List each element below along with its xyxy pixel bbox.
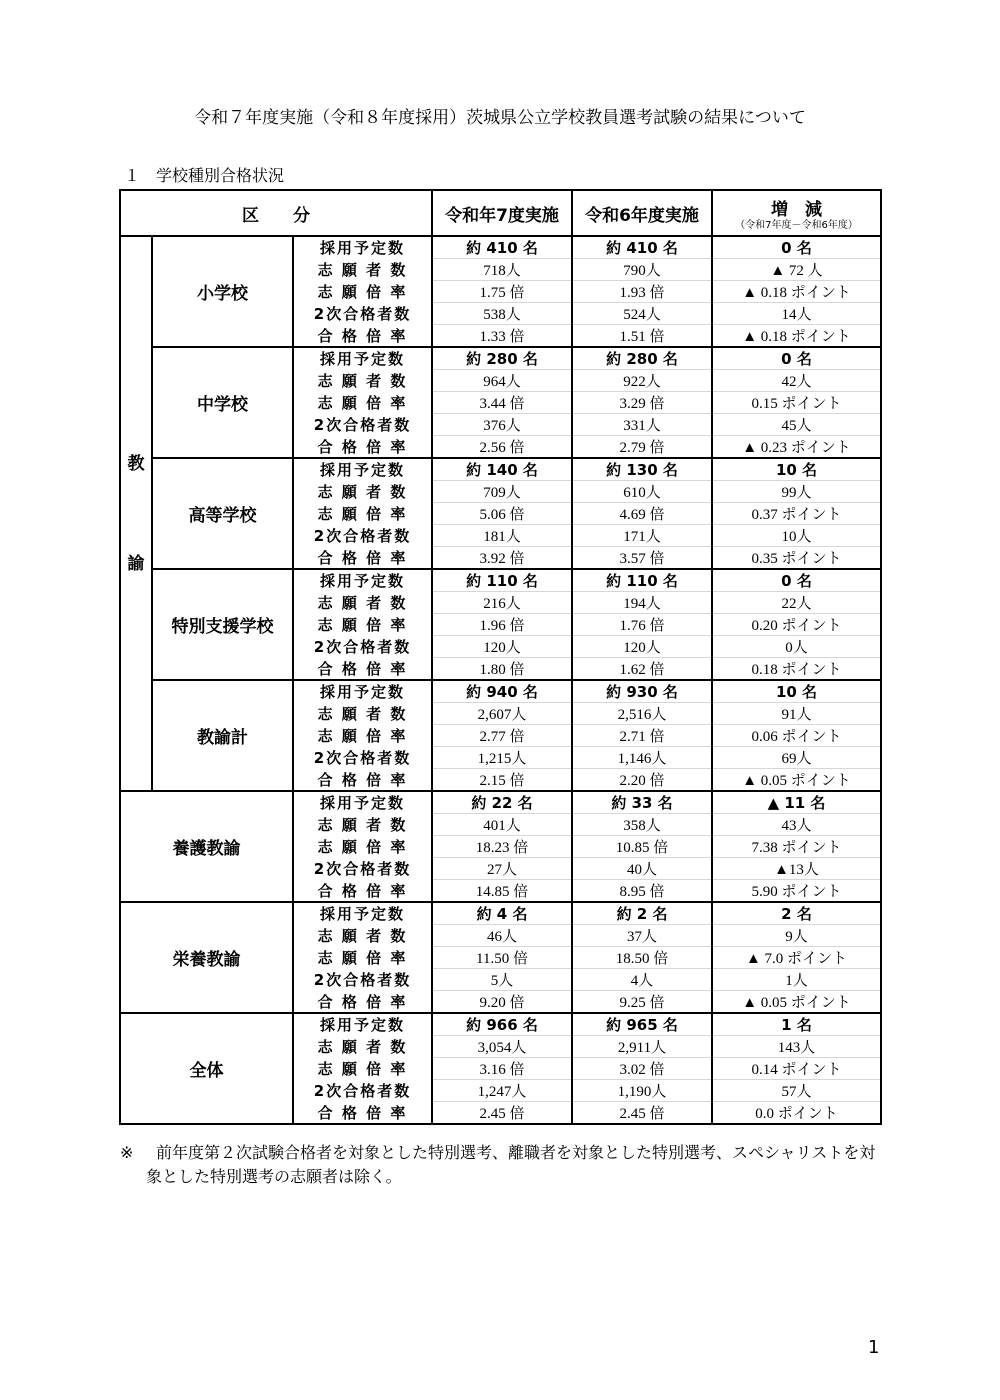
row-item-label: 2次合格者数 [293,747,432,769]
row-item-label: 採用予定数 [293,347,432,370]
value-r7: 3.44 倍 [432,392,572,414]
row-item-label: 2次合格者数 [293,303,432,325]
value-r6: 約 110 名 [572,569,712,592]
row-item-label: 合 格 倍 率 [293,658,432,681]
value-r7: 約 280 名 [432,347,572,370]
value-diff: 99人 [712,481,881,503]
value-r6: 約 410 名 [572,236,712,259]
value-r6: 8.95 倍 [572,880,712,903]
header-r7: 令和年7度実施 [432,190,572,236]
value-diff: 0 名 [712,569,881,592]
note-mark: ※ [120,1143,134,1162]
value-diff: 91人 [712,703,881,725]
value-r6: 790人 [572,259,712,281]
value-diff: 0.0 ポイント [712,1102,881,1125]
value-diff: 10 名 [712,680,881,703]
value-diff: ▲13人 [712,858,881,880]
value-r7: 約 410 名 [432,236,572,259]
value-diff: 43人 [712,814,881,836]
section-heading: １ 学校種別合格状況 [124,166,285,185]
value-r6: 1.51 倍 [572,325,712,348]
value-r6: 524人 [572,303,712,325]
value-diff: 9人 [712,925,881,947]
value-r7: 3,054人 [432,1036,572,1058]
value-diff: 0.15 ポイント [712,392,881,414]
value-diff: 0 名 [712,236,881,259]
value-diff: ▲ 0.05 ポイント [712,991,881,1014]
header-diff-sub: （令和7年度－令和6年度） [735,220,858,231]
value-r6: 120人 [572,636,712,658]
value-r6: 1.93 倍 [572,281,712,303]
value-r6: 2.20 倍 [572,769,712,792]
row-item-label: 2次合格者数 [293,525,432,547]
value-r6: 922人 [572,370,712,392]
value-r7: 964人 [432,370,572,392]
value-diff: ▲ 11 名 [712,791,881,814]
value-r6: 1.62 倍 [572,658,712,681]
value-r7: 約 966 名 [432,1013,572,1036]
row-item-label: 合 格 倍 率 [293,769,432,792]
footnote [120,1141,890,1189]
row-item-label: 採用予定数 [293,236,432,259]
value-r7: 2.15 倍 [432,769,572,792]
row-item-label: 志 願 者 数 [293,925,432,947]
value-diff: 22人 [712,592,881,614]
header-row [120,190,881,236]
value-r7: 約 4 名 [432,902,572,925]
row-item-label: 志 願 者 数 [293,481,432,503]
row-item-label: 志 願 者 数 [293,259,432,281]
group-label: 中学校 [152,347,293,458]
group-label: 教諭計 [152,680,293,791]
value-r7: 約 940 名 [432,680,572,703]
value-r7: 9.20 倍 [432,991,572,1014]
value-diff: 0.37 ポイント [712,503,881,525]
value-r6: 2.45 倍 [572,1102,712,1125]
value-r6: 194人 [572,592,712,614]
row-item-label: 志 願 倍 率 [293,836,432,858]
value-r7: 1,215人 [432,747,572,769]
value-diff: 14人 [712,303,881,325]
value-r7: 2.45 倍 [432,1102,572,1125]
note-text: 前年度第２次試験合格者を対象とした特別選考、離職者を対象とした特別選考、スペシャリストを対象とした特別選考の志願者は除く。 [146,1143,876,1186]
value-diff: 0 名 [712,347,881,370]
value-r7: 718人 [432,259,572,281]
value-r6: 9.25 倍 [572,991,712,1014]
row-item-label: 志 願 倍 率 [293,281,432,303]
value-r6: 10.85 倍 [572,836,712,858]
row-item-label: 2次合格者数 [293,1080,432,1102]
header-r6: 令和6年度実施 [572,190,712,236]
value-r6: 18.50 倍 [572,947,712,969]
value-r7: 401人 [432,814,572,836]
value-diff: 7.38 ポイント [712,836,881,858]
value-diff: ▲ 72 人 [712,259,881,281]
value-r7: 376人 [432,414,572,436]
value-r6: 40人 [572,858,712,880]
value-diff: ▲ 7.0 ポイント [712,947,881,969]
value-diff: 0.18 ポイント [712,658,881,681]
value-r6: 2.71 倍 [572,725,712,747]
page-number: 1 [868,1337,880,1358]
value-r7: 約 140 名 [432,458,572,481]
value-r7: 46人 [432,925,572,947]
row-item-label: 志 願 倍 率 [293,392,432,414]
header-category: 区 分 [120,190,432,236]
value-r7: 2.56 倍 [432,436,572,459]
value-r6: 約 33 名 [572,791,712,814]
row-item-label: 志 願 者 数 [293,1036,432,1058]
value-diff: 5.90 ポイント [712,880,881,903]
document-title: 令和７年度実施（令和８年度採用）茨城県公立学校教員選考試験の結果について [194,108,806,128]
row-item-label: 採用予定数 [293,569,432,592]
value-diff: 1人 [712,969,881,991]
table-row [120,1013,881,1036]
value-diff: 0.20 ポイント [712,614,881,636]
value-r7: 5.06 倍 [432,503,572,525]
value-diff: 45人 [712,414,881,436]
row-item-label: 志 願 者 数 [293,592,432,614]
value-diff: 42人 [712,370,881,392]
value-r6: 約 965 名 [572,1013,712,1036]
value-r6: 3.57 倍 [572,547,712,570]
value-diff: ▲ 0.18 ポイント [712,281,881,303]
row-item-label: 合 格 倍 率 [293,1102,432,1125]
value-r6: 3.02 倍 [572,1058,712,1080]
value-r6: 37人 [572,925,712,947]
value-r7: 120人 [432,636,572,658]
value-r6: 約 2 名 [572,902,712,925]
value-diff: ▲ 0.23 ポイント [712,436,881,459]
value-r6: 約 280 名 [572,347,712,370]
group-label: 栄養教諭 [120,902,293,1013]
row-item-label: 志 願 倍 率 [293,947,432,969]
group-label: 特別支援学校 [152,569,293,680]
value-r6: 3.29 倍 [572,392,712,414]
value-r6: 約 930 名 [572,680,712,703]
value-r6: 1.76 倍 [572,614,712,636]
header-diff-label: 増 減 [771,200,823,220]
value-r6: 610人 [572,481,712,503]
value-r7: 181人 [432,525,572,547]
row-item-label: 2次合格者数 [293,858,432,880]
value-diff: 57人 [712,1080,881,1102]
row-item-label: 志 願 倍 率 [293,725,432,747]
value-diff: 2 名 [712,902,881,925]
group-label: 全体 [120,1013,293,1124]
value-r6: 171人 [572,525,712,547]
value-r7: 2,607人 [432,703,572,725]
row-item-label: 合 格 倍 率 [293,547,432,570]
value-r7: 1,247人 [432,1080,572,1102]
table-row [120,569,881,592]
value-diff: ▲ 0.18 ポイント [712,325,881,348]
value-r6: 4.69 倍 [572,503,712,525]
value-diff: 0.35 ポイント [712,547,881,570]
row-item-label: 2次合格者数 [293,414,432,436]
group-label: 養護教諭 [120,791,293,902]
value-r6: 331人 [572,414,712,436]
table-row [120,236,881,259]
row-item-label: 2次合格者数 [293,969,432,991]
row-item-label: 2次合格者数 [293,636,432,658]
value-r7: 1.80 倍 [432,658,572,681]
value-r7: 14.85 倍 [432,880,572,903]
row-item-label: 志 願 倍 率 [293,1058,432,1080]
value-r7: 1.96 倍 [432,614,572,636]
teacher-label-top: 教 [127,453,145,474]
value-r7: 3.92 倍 [432,547,572,570]
value-r7: 27人 [432,858,572,880]
value-diff: 69人 [712,747,881,769]
value-diff: 143人 [712,1036,881,1058]
value-r6: 2,516人 [572,703,712,725]
row-item-label: 志 願 倍 率 [293,503,432,525]
value-r6: 358人 [572,814,712,836]
value-r6: 2,911人 [572,1036,712,1058]
value-diff: 0.14 ポイント [712,1058,881,1080]
value-r7: 3.16 倍 [432,1058,572,1080]
row-item-label: 合 格 倍 率 [293,325,432,348]
row-item-label: 合 格 倍 率 [293,436,432,459]
group-label: 小学校 [152,236,293,347]
table-row [120,347,881,370]
row-item-label: 採用予定数 [293,902,432,925]
table-row [120,791,881,814]
table-row [120,458,881,481]
row-item-label: 志 願 倍 率 [293,614,432,636]
row-item-label: 採用予定数 [293,1013,432,1036]
value-r6: 1,146人 [572,747,712,769]
value-r7: 約 22 名 [432,791,572,814]
table-row [120,902,881,925]
value-r7: 1.75 倍 [432,281,572,303]
row-item-label: 志 願 者 数 [293,703,432,725]
value-diff: 1 名 [712,1013,881,1036]
row-item-label: 合 格 倍 率 [293,991,432,1014]
group-label: 高等学校 [152,458,293,569]
results-table [119,189,882,1125]
row-item-label: 採用予定数 [293,458,432,481]
value-r7: 216人 [432,592,572,614]
value-r7: 538人 [432,303,572,325]
value-r7: 約 110 名 [432,569,572,592]
value-diff: ▲ 0.05 ポイント [712,769,881,792]
value-r6: 1,190人 [572,1080,712,1102]
value-r7: 709人 [432,481,572,503]
value-diff: 0人 [712,636,881,658]
header-diff [712,190,881,236]
row-item-label: 志 願 者 数 [293,814,432,836]
teacher-label-bottom: 諭 [127,553,145,574]
value-r6: 4人 [572,969,712,991]
value-r7: 11.50 倍 [432,947,572,969]
value-r7: 18.23 倍 [432,836,572,858]
row-item-label: 合 格 倍 率 [293,880,432,903]
value-diff: 0.06 ポイント [712,725,881,747]
value-r6: 2.79 倍 [572,436,712,459]
value-r7: 1.33 倍 [432,325,572,348]
teacher-category-label [120,236,152,791]
row-item-label: 採用予定数 [293,791,432,814]
value-r7: 2.77 倍 [432,725,572,747]
row-item-label: 志 願 者 数 [293,370,432,392]
row-item-label: 採用予定数 [293,680,432,703]
value-r6: 約 130 名 [572,458,712,481]
value-r7: 5人 [432,969,572,991]
value-diff: 10人 [712,525,881,547]
table-row [120,680,881,703]
value-diff: 10 名 [712,458,881,481]
